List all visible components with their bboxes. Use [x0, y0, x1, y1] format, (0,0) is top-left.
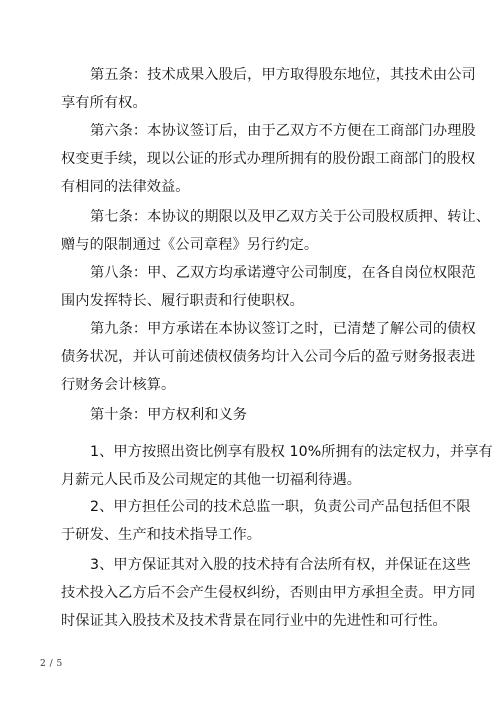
- text-line: 行财务会计核算。: [61, 377, 176, 393]
- clause-10-1-paragraph: [61, 438, 493, 494]
- page-number: 2 / 5: [40, 659, 63, 669]
- text-line: 时保证其入股技术及技术背景在同行业中的先进性和可行性。: [61, 613, 447, 629]
- text-line: 第六条：本协议签订后，由于乙双方不方便在工商部门办理股: [90, 123, 476, 139]
- text-line: 第八条：甲、乙双方均承诺遵守公司制度，在各自岗位权限范: [90, 265, 476, 281]
- article-9-paragraph: [61, 315, 476, 399]
- article-8-paragraph: [61, 259, 476, 315]
- text-line: 有相同的法律效益。: [61, 179, 190, 195]
- text-line: 于研发、生产和技术指导工作。: [61, 527, 262, 543]
- article-7-paragraph: [61, 203, 491, 259]
- text-line: 技术投入乙方后不会产生侵权纠纷，否则由甲方承担全责。甲方同: [61, 585, 476, 601]
- article-6-paragraph: [61, 117, 476, 201]
- text-line: 第九条：甲方承诺在本协议签订之时，已清楚了解公司的债权: [90, 321, 476, 337]
- text-line: 围内发挥特长、履行职责和行使职权。: [61, 293, 304, 309]
- text-line: 第七条：本协议的期限以及甲乙双方关于公司股权质押、转让、: [90, 209, 491, 225]
- text-line: 2、甲方担任公司的技术总监一职，负责公司产品包括但不限: [90, 499, 471, 515]
- text-line: 享有所有权。: [61, 95, 147, 111]
- text-line: 赠与的限制通过《公司章程》另行约定。: [61, 237, 319, 253]
- text-line: 第五条：技术成果入股后，甲方取得股东地位，其技术由公司: [90, 67, 476, 83]
- text-line: 第十条：甲方权利和义务: [90, 407, 248, 423]
- clause-10-2-paragraph: [61, 493, 471, 549]
- text-line: 权变更手续，现以公证的形式办理所拥有的股份跟工商部门的股权: [61, 151, 476, 167]
- text-line: 月薪元人民币及公司规定的其他一切福利待遇。: [61, 472, 362, 488]
- article-10-heading: [61, 401, 445, 429]
- article-5-paragraph: [61, 61, 476, 117]
- clause-10-3-paragraph: [61, 551, 476, 635]
- text-line: 债务状况，并认可前述债权债务均计入公司今后的盈亏财务报表进: [61, 349, 476, 365]
- text-line: 1、甲方按照出资比例享有股权 10%所拥有的法定权力，并享有: [90, 444, 493, 460]
- text-line: 3、甲方保证其对入股的技术持有合法所有权，并保证在这些: [90, 557, 471, 573]
